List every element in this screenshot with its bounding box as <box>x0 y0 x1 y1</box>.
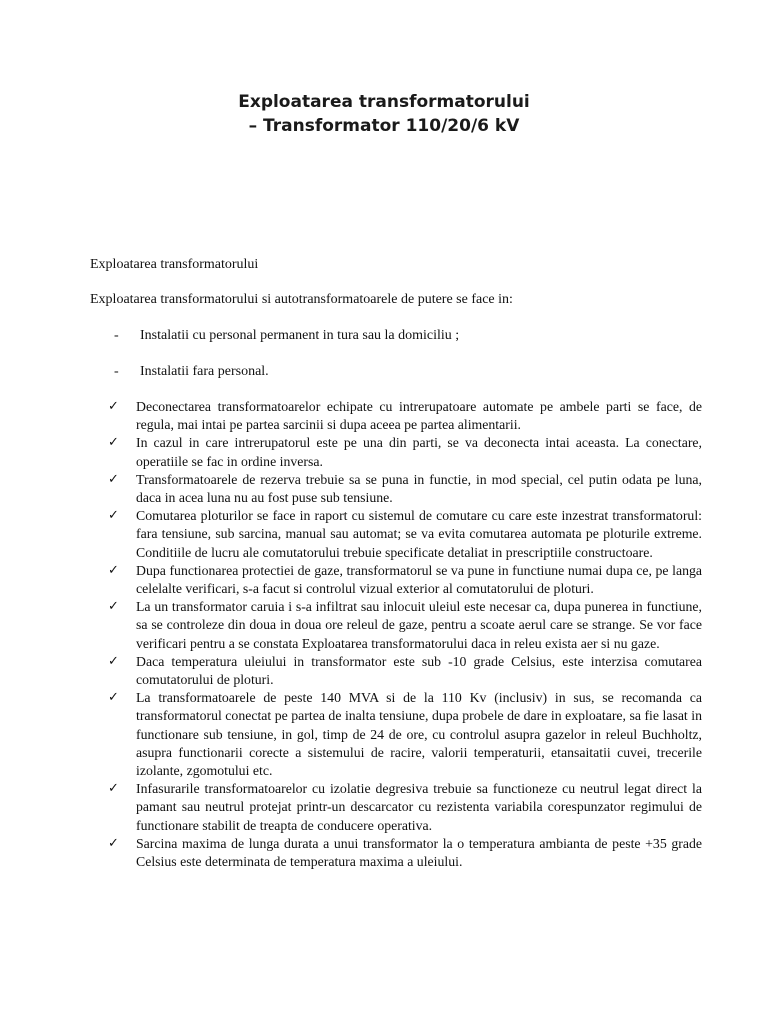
list-item <box>90 598 702 653</box>
intro-paragraph: Exploatarea transformatorului si autotransformatoarele de putere se face in: <box>90 292 513 307</box>
list-item-text: Deconectarea transformatoarelor echipate cu intrerupatoare automate pe ambele parti se face, de regula, mai intai pe partea sarcinii si dupa aceea pe partea alimentarii. <box>136 399 702 433</box>
list-item <box>90 689 702 780</box>
list-item <box>90 507 702 562</box>
list-item-text: La transformatoarele de peste 140 MVA si de la 110 Kv (inclusiv) in sus, se recomanda ca transformatorul conectat pe partea de inalta tensiune, dupa probele de dare in exploatare, sa fie lasat in functionare sub tensiune, in gol, timp de 24 de ore, cu controlul asupra gazelor in releul Buchholtz, asupra functionarii corecte a sistemului de racire, valorii temperaturii, etansaitatii cuvei, trecerile izolante, zgomotului etc. <box>136 690 702 779</box>
dash-marker: - <box>114 328 119 343</box>
title-line-1: Exploatarea transformatorului <box>238 92 530 112</box>
check-icon: ✓ <box>108 435 119 451</box>
checklist <box>90 398 702 871</box>
check-icon: ✓ <box>108 690 119 706</box>
dash-item-text: Instalatii fara personal. <box>140 364 269 379</box>
list-item <box>90 562 702 598</box>
list-item-text: La un transformator caruia i s-a infiltrat sau inlocuit uleiul este necesar ca, dupa punerea in functiune, sa se controleze din doua in doua ore releul de gaze, pentru a scoate aerul care se strange. Se vor face verificari pentru a se constata Exploatarea transformatorului daca in releu exista aer si nu gaze. <box>136 599 702 651</box>
list-item-text: Transformatoarele de rezerva trebuie sa se puna in functie, in mod special, cel putin odata pe luna, daca in acea luna nu au fost puse sub tensiune. <box>136 471 702 506</box>
check-icon: ✓ <box>108 471 119 487</box>
list-item-text: Comutarea ploturilor se face in raport cu sistemul de comutare cu care este inzestrat transformatorul: fara tensiune, sub sarcina, manual sau automat; se va evita comutarea automata pe ploturile extreme. Conditiile de lucru ale comutatorului trebuie specificate detaliat in prescriptiile constructoare. <box>136 508 702 560</box>
title-line-2: – Transformator 110/20/6 kV <box>248 116 520 136</box>
check-icon: ✓ <box>108 781 119 797</box>
list-item <box>90 471 702 507</box>
list-item-text: Sarcina maxima de lunga durata a unui transformator la o temperatura ambianta de peste +35 grade Celsius este determinata de temperatura maxima a uleiului. <box>136 835 702 870</box>
list-item-text: Daca temperatura uleiului in transformator este sub -10 grade Celsius, este interzisa comutarea comutatorului de ploturi. <box>136 653 702 688</box>
list-item <box>90 434 702 470</box>
document-title <box>0 90 768 138</box>
list-item-text: Dupa functionarea protectiei de gaze, transformatorul se va pune in functiune numai dupa ce, pe langa celelalte verificari, s-a facut si controlul vizual exterior al comutatorului de ploturi. <box>136 562 702 597</box>
dash-marker: - <box>114 364 119 379</box>
check-icon: ✓ <box>108 835 119 851</box>
list-item <box>90 835 702 871</box>
check-icon: ✓ <box>108 508 119 524</box>
check-icon: ✓ <box>108 653 119 669</box>
list-item-text: In cazul in care intrerupatorul este pe una din parti, se va deconecta intai aceasta. La conectare, operatiile se fac in ordine inversa. <box>136 435 702 469</box>
list-item <box>90 653 702 689</box>
list-item-text: Infasurarile transformatoarelor cu izolatie degresiva trebuie sa functioneze cu neutrul legat direct la pamant sau neutrul protejat printr-un descarcator cu rezistenta variabila corespunzator regimului de functionare stabilit de treapta de conducere operativa. <box>136 781 702 833</box>
list-item <box>90 398 702 434</box>
dash-item-text: Instalatii cu personal permanent in tura sau la domiciliu ; <box>140 328 460 343</box>
check-icon: ✓ <box>108 562 119 578</box>
list-item <box>90 780 702 835</box>
check-icon: ✓ <box>108 599 119 615</box>
section-heading: Exploatarea transformatorului <box>90 257 259 272</box>
check-icon: ✓ <box>108 399 119 414</box>
